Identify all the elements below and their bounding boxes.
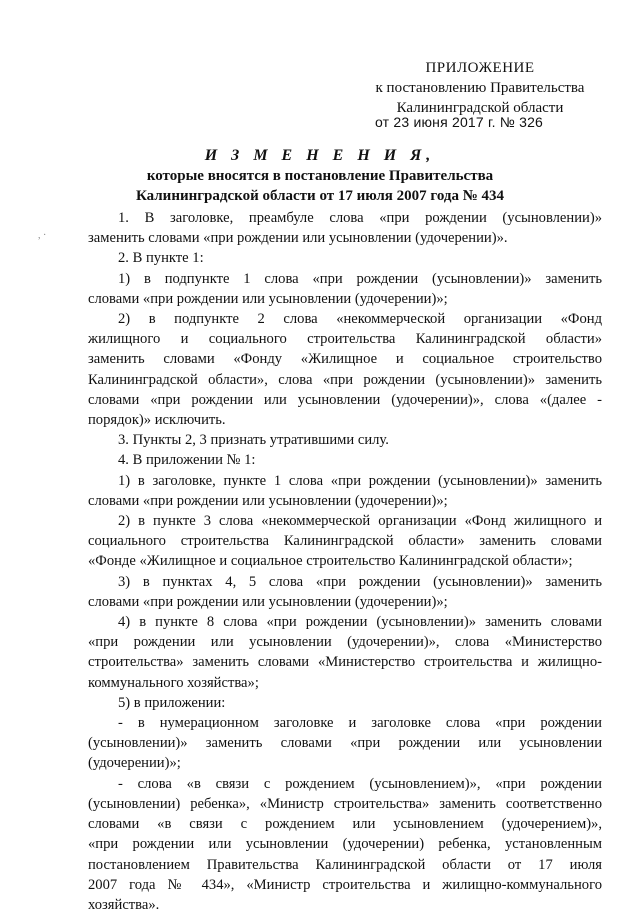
paragraph-p4-1 <box>88 471 602 511</box>
text-line: заменить словами «Фонду «Жилищное и социальное строительство <box>88 351 602 368</box>
text-line: «Фонде «Жилищное и социальное строительство Калининградской области»; <box>88 553 573 570</box>
text-line: хозяйства». <box>88 896 160 913</box>
text-line: «при рождении или усыновлении (удочерении)», слова «Министерство <box>88 634 602 651</box>
text-line: (усыновлении) ребенка», «Министр строительства» заменить соответственно <box>88 795 602 812</box>
text-line: - в нумерационном заголовке и заголовке слова «при рождении <box>118 715 602 732</box>
paragraph-p4-4 <box>88 612 602 693</box>
text-line: социального строительства Калининградской области» заменить словами <box>88 533 602 550</box>
text-line: словами «при рождении или усыновлении (удочерении)»; <box>88 593 448 610</box>
paragraph-p4-2 <box>88 511 602 572</box>
text-line: Калининградской области», слова «при рождении (усыновлении)» заменить <box>88 371 602 388</box>
paragraph-p2-1 <box>88 269 602 309</box>
appendix-date: от 23 июня 2017 г. № 326 <box>375 114 544 130</box>
heading-title: И З М Е Н Е Н И Я, <box>204 147 436 164</box>
text-line: 2. В пункте 1: <box>118 250 204 267</box>
text-line: (усыновлении)» заменить словами «при рождении или усыновлении <box>88 735 602 752</box>
text-line: заменить словами «при рождении или усыновлении (удочерении)». <box>88 230 508 247</box>
paragraph-p4-5a <box>88 713 602 774</box>
heading-line-2: Калининградской области от 17 июля 2007 года № 434 <box>135 188 505 204</box>
paragraph-p4-5b <box>88 774 602 915</box>
text-line: словами «при рождении или усыновлении (удочерении)»; <box>88 492 448 509</box>
document-body <box>88 208 602 915</box>
text-line: 2) в пункте 3 слова «некоммерческой организации «Фонд жилищного и <box>118 513 602 530</box>
appendix-title: ПРИЛОЖЕНИЕ <box>425 60 535 76</box>
text-line: - слова «в связи с рождением (усыновлением)», «при рождении <box>118 775 602 792</box>
text-line: 2) в подпункте 2 слова «некоммерческой организации «Фонд <box>118 311 602 328</box>
paragraph-p2 <box>88 248 602 268</box>
text-line: 3. Пункты 2, 3 признать утратившими силу. <box>118 432 389 449</box>
paragraph-p4 <box>88 450 602 470</box>
text-line: коммунального хозяйства»; <box>88 674 259 691</box>
text-line: словами «при рождении или усыновлении (удочерении)»; <box>88 290 448 307</box>
margin-mark: , · <box>38 230 47 241</box>
text-line: 1) в подпункте 1 слова «при рождении (усыновлении)» заменить <box>118 270 602 287</box>
paragraph-p3 <box>88 430 602 450</box>
appendix-line-2: Калининградской области <box>396 100 564 116</box>
text-line: 1. В заголовке, преамбуле слова «при рождении (усыновлении)» <box>118 210 602 226</box>
text-line: постановлением Правительства Калининградской области от 17 июля <box>88 856 602 873</box>
text-line: 4. В приложении № 1: <box>118 452 256 469</box>
paragraph-p4-3 <box>88 572 602 612</box>
text-line: словами «в связи с рождением или усыновлением (удочерением)», <box>88 816 602 833</box>
document-heading <box>90 146 550 206</box>
paragraph-p4-5 <box>88 693 602 713</box>
text-line: (удочерении)»; <box>88 755 181 772</box>
text-line: 4) в пункте 8 слова «при рождении (усыновлении)» заменить словами <box>118 614 602 631</box>
text-line: жилищного и социального строительства Калининградской области» <box>88 331 602 348</box>
appendix-line-1: к постановлению Правительства <box>375 80 585 96</box>
text-line: словами «при рождении или усыновлении (удочерении)», слова «(далее - <box>88 391 602 408</box>
text-line: 5) в приложении: <box>118 694 226 711</box>
text-line: «при рождении или усыновлении (удочерении) ребенка, установленным <box>88 836 602 853</box>
text-line: 3) в пунктах 4, 5 слова «при рождении (усыновлении)» заменить <box>118 573 602 590</box>
heading-line-1: которые вносятся в постановление Правительства <box>146 168 494 184</box>
text-line: 2007 года № 434», «Министр строительства и жилищно-коммунального <box>88 876 602 893</box>
text-line: строительства» заменить словами «Министерство строительства и жилищно- <box>88 654 602 671</box>
text-line: порядок)» исключить. <box>88 412 226 429</box>
text-line: 1) в заголовке, пункте 1 слова «при рождении (усыновлении)» заменить <box>118 472 602 489</box>
paragraph-p1 <box>88 208 602 248</box>
paragraph-p2-2 <box>88 309 602 430</box>
appendix-block <box>360 58 600 130</box>
